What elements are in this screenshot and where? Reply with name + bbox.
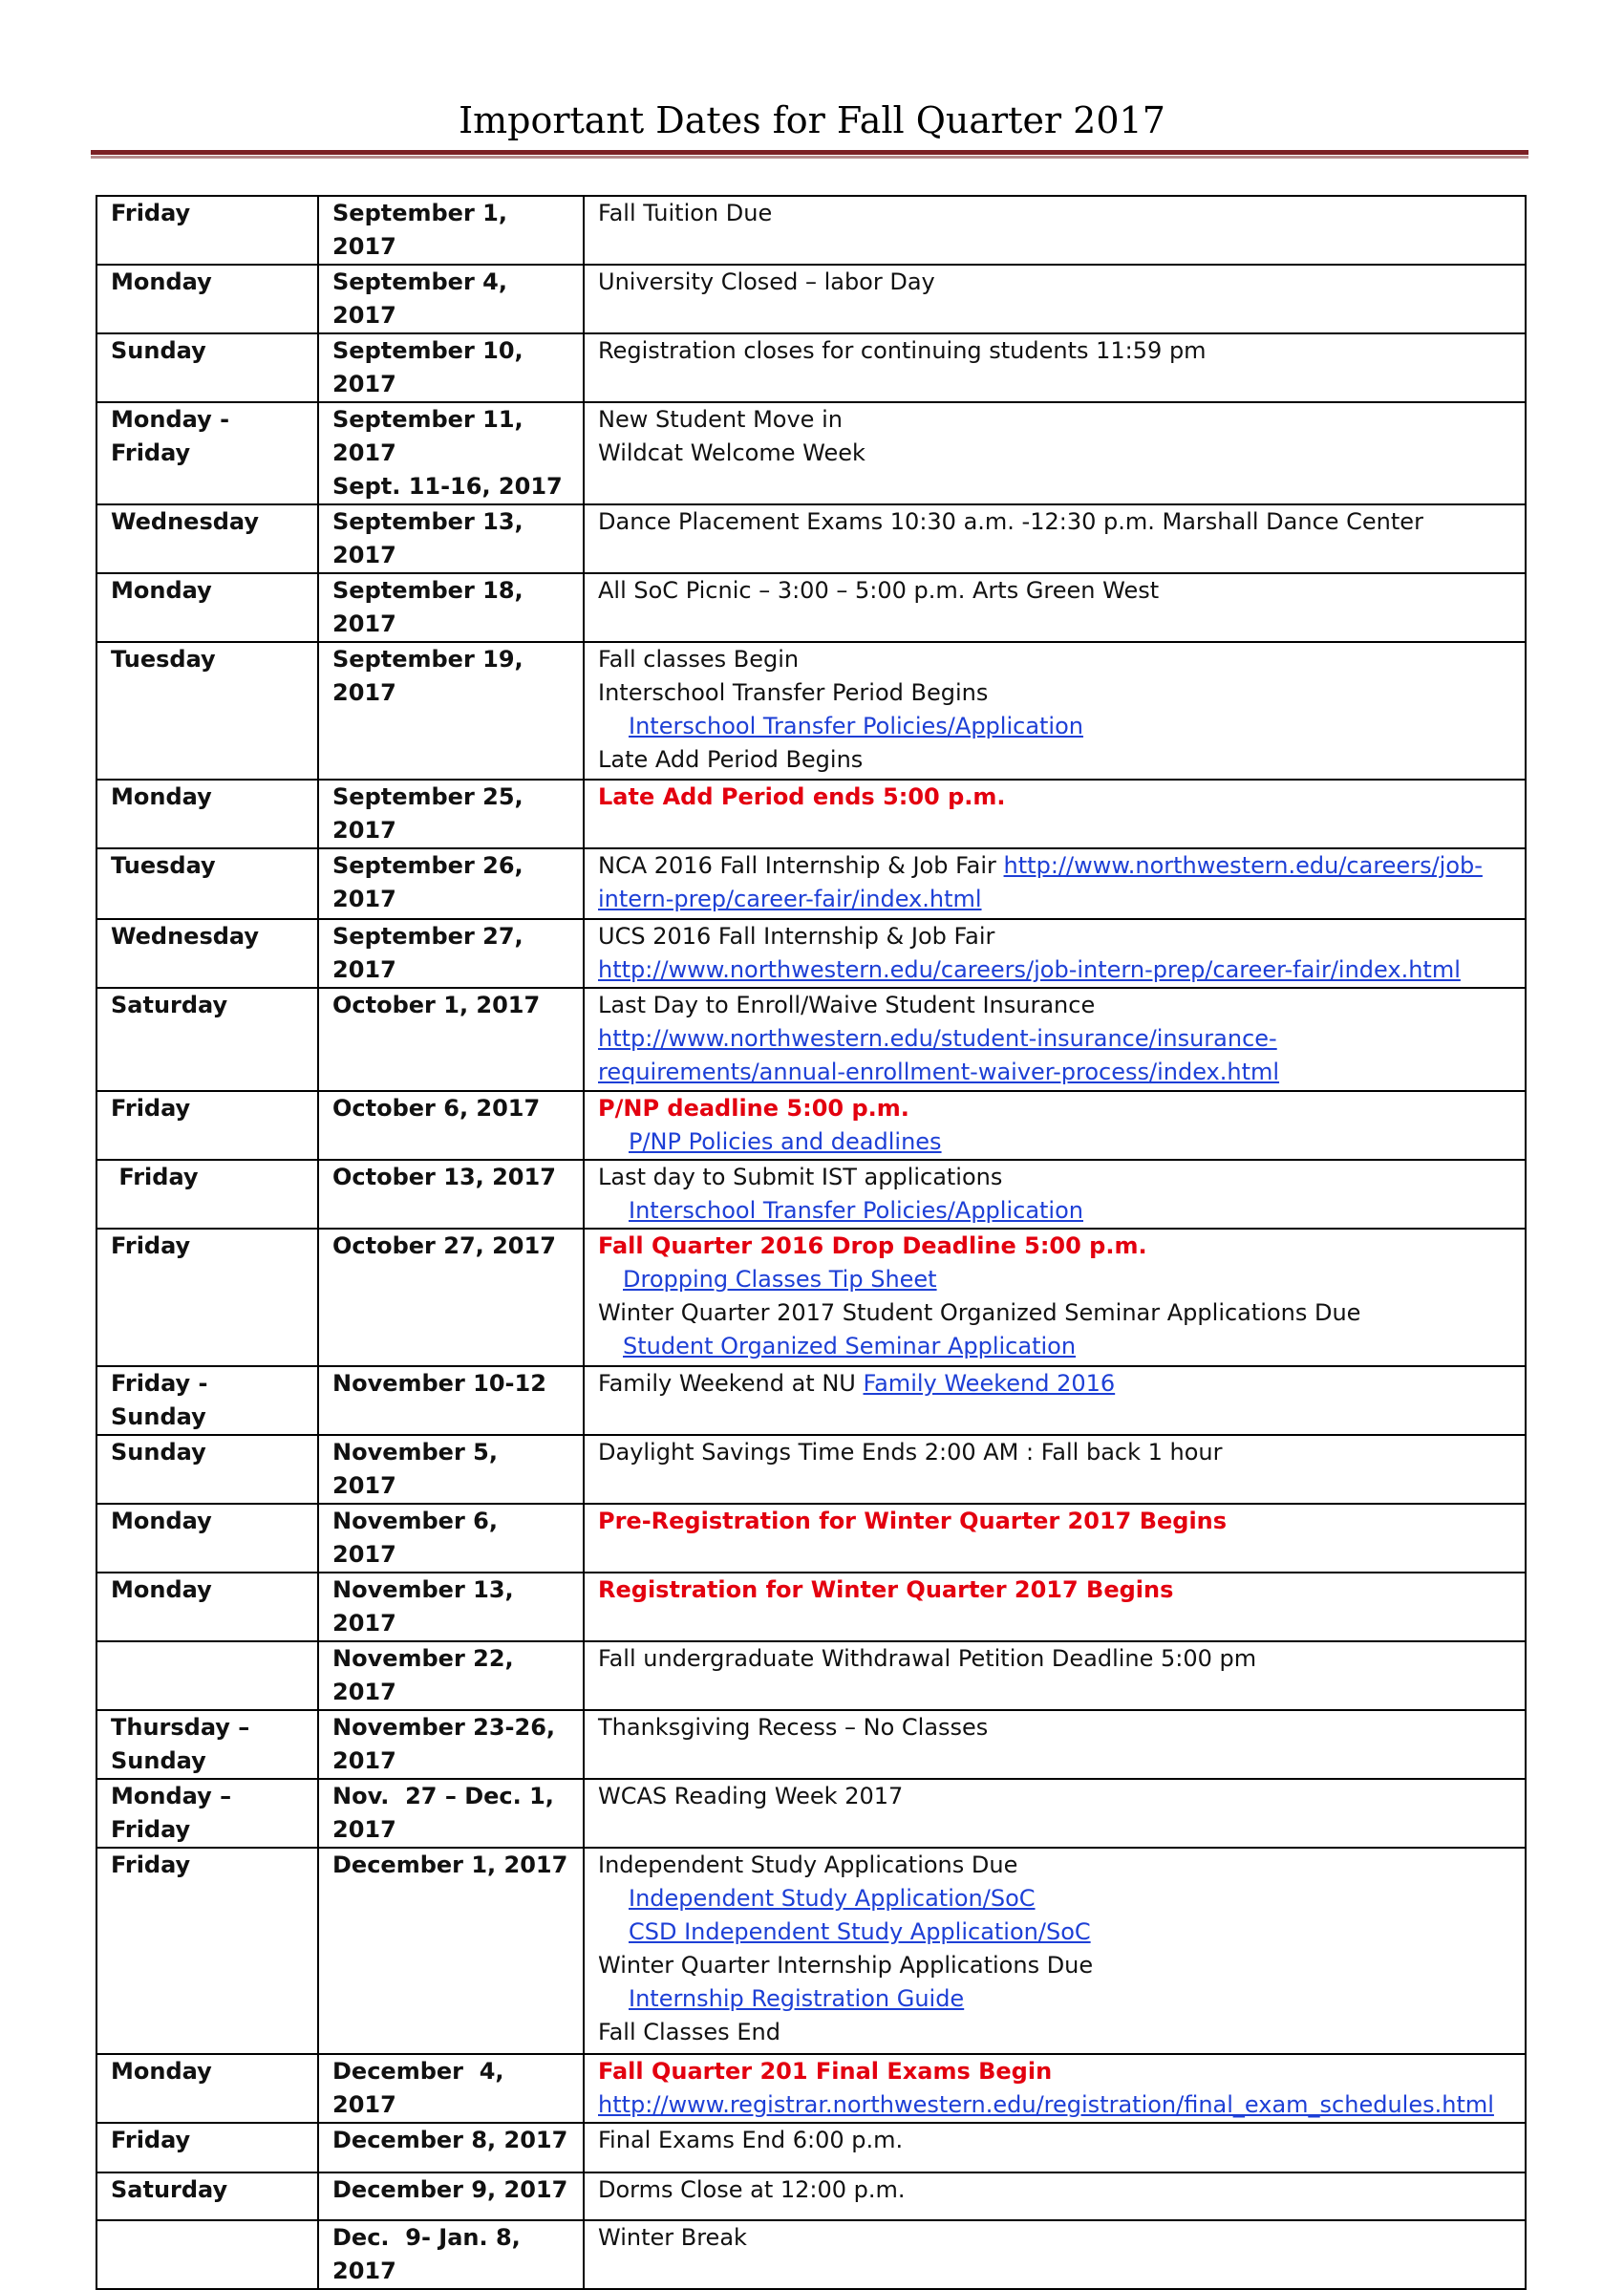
event-line [598,1161,1517,1194]
event-line [598,1573,1517,1607]
description-cell [584,2220,1526,2289]
event-line [598,1330,1517,1363]
event-line [598,1949,1517,1982]
event-line [598,1882,1517,1915]
day-cell: Friday [96,1848,318,2054]
event-text: Family Weekend at NU [598,1370,864,1397]
event-text: Dorms Close at 12:00 p.m. [598,2176,906,2203]
event-line [598,1194,1517,1228]
deadline-text: Pre-Registration for Winter Quarter 2017 Begins [598,1508,1228,1534]
date-cell: September 26, 2017 [318,848,584,919]
day-cell [96,1641,318,1710]
table-row [96,265,1526,333]
event-text: All SoC Picnic – 3:00 – 5:00 p.m. Arts Green West [598,577,1160,604]
description-cell [584,1779,1526,1848]
description-cell [584,333,1526,402]
event-line [598,1125,1517,1159]
event-text: WCAS Reading Week 2017 [598,1783,904,1809]
event-line [598,1982,1517,2016]
description-cell [584,1435,1526,1504]
date-cell: October 1, 2017 [318,988,584,1091]
event-line [598,403,1517,437]
table-row [96,1229,1526,1366]
description-cell [584,988,1526,1091]
description-cell [584,2054,1526,2123]
day-cell: Monday [96,1573,318,1641]
day-cell: Tuesday [96,848,318,919]
table-row [96,1573,1526,1641]
title-rule-shadow [91,156,1528,159]
event-text: Final Exams End 6:00 p.m. [598,2127,904,2153]
table-row [96,402,1526,504]
description-cell [584,1366,1526,1435]
event-text: Dance Placement Exams 10:30 a.m. -12:30 p.m. Marshall Dance Center [598,508,1423,535]
table-row [96,1160,1526,1229]
event-link[interactable]: Independent Study Application/SoC [629,1885,1036,1912]
table-row [96,2172,1526,2220]
event-line [598,266,1517,299]
event-text: Independent Study Applications Due [598,1851,1018,1878]
event-text: Last Day to Enroll/Waive Student Insurance [598,992,1096,1018]
date-cell: October 6, 2017 [318,1091,584,1160]
day-cell: Friday [96,1229,318,1366]
table-row [96,1710,1526,1779]
date-cell: November 10-12 [318,1366,584,1435]
description-cell [584,642,1526,780]
day-cell: Sunday [96,333,318,402]
event-line [598,2055,1517,2088]
important-dates-table [96,195,1527,2290]
description-cell [584,402,1526,504]
day-cell: Saturday [96,2172,318,2220]
description-cell [584,1848,1526,2054]
description-cell [584,1091,1526,1160]
event-line [598,2016,1517,2049]
day-cell: Monday [96,1504,318,1573]
day-cell: Friday - Sunday [96,1366,318,1435]
description-cell [584,780,1526,848]
day-cell: Monday - Friday [96,402,318,504]
event-link[interactable]: Student Organized Seminar Application [623,1333,1077,1359]
event-text: New Student Move in [598,406,843,433]
date-cell: November 13, 2017 [318,1573,584,1641]
event-line [598,574,1517,608]
day-cell: Tuesday [96,642,318,780]
description-cell [584,196,1526,265]
event-line [598,643,1517,676]
event-link[interactable]: Interschool Transfer Policies/Application [629,713,1083,739]
description-cell [584,1160,1526,1229]
event-link[interactable]: Interschool Transfer Policies/Application [629,1197,1083,1224]
table-row [96,988,1526,1091]
description-cell [584,504,1526,573]
date-cell: September 19, 2017 [318,642,584,780]
date-cell: November 6, 2017 [318,1504,584,1573]
date-cell: September 1, 2017 [318,196,584,265]
table-row [96,848,1526,919]
event-line [598,1092,1517,1125]
date-cell: November 5, 2017 [318,1435,584,1504]
day-cell: Friday [96,1091,318,1160]
event-text: Fall Classes End [598,2019,780,2045]
date-cell: September 4, 2017 [318,265,584,333]
table-row [96,1504,1526,1573]
day-cell: Monday [96,265,318,333]
event-text: Late Add Period Begins [598,746,864,773]
table-row [96,333,1526,402]
day-cell: Thursday – Sunday [96,1710,318,1779]
event-line [598,1642,1517,1676]
day-cell [96,2220,318,2289]
event-text: Registration closes for continuing students 11:59 pm [598,337,1207,364]
date-cell: December 1, 2017 [318,1848,584,2054]
day-cell: Sunday [96,1435,318,1504]
event-line [598,2124,1517,2157]
date-cell: October 27, 2017 [318,1229,584,1366]
deadline-text: Fall Quarter 2016 Drop Deadline 5:00 p.m. [598,1232,1147,1259]
event-text: University Closed – labor Day [598,268,935,295]
event-text: Wildcat Welcome Week [598,439,865,466]
event-line [598,1367,1517,1401]
description-cell [584,1504,1526,1573]
event-text: Winter Quarter Internship Applications Due [598,1952,1094,1979]
day-cell: Wednesday [96,504,318,573]
event-link[interactable]: CSD Independent Study Application/SoC [629,1918,1091,1945]
table-row [96,1641,1526,1710]
event-line [598,1436,1517,1469]
date-cell: September 13, 2017 [318,504,584,573]
table-row [96,1435,1526,1504]
event-text: Winter Quarter 2017 Student Organized Seminar Applications Due [598,1299,1361,1326]
day-cell: Monday [96,780,318,848]
day-cell: Friday [96,1160,318,1229]
event-link[interactable]: http://www.northwestern.edu/careers/job-intern-prep/career-fair/index.html [598,852,1483,912]
deadline-text: Fall Quarter 201 Final Exams Begin [598,2058,1053,2085]
date-cell: Nov. 27 – Dec. 1, 2017 [318,1779,584,1848]
event-line [598,989,1517,1022]
day-cell: Friday [96,2123,318,2172]
description-cell [584,919,1526,988]
event-link[interactable]: http://www.registrar.northwestern.edu/registration/final_exam_schedules.html [598,2091,1494,2118]
event-text: Fall undergraduate Withdrawal Petition Deadline 5:00 pm [598,1645,1257,1672]
date-cell: September 10, 2017 [318,333,584,402]
date-cell: November 23-26, 2017 [318,1710,584,1779]
event-text: Fall classes Begin [598,646,800,673]
event-line [598,1780,1517,1813]
table-row [96,504,1526,573]
table-row [96,919,1526,988]
day-cell: Monday [96,573,318,642]
event-text: Fall Tuition Due [598,200,773,226]
table-row [96,2123,1526,2172]
event-text: UCS 2016 Fall Internship & Job Fair [598,923,995,950]
deadline-text: P/NP deadline 5:00 p.m. [598,1095,909,1122]
event-line [598,1915,1517,1949]
day-cell: Friday [96,196,318,265]
event-line [598,743,1517,777]
event-text: Interschool Transfer Period Begins [598,679,989,706]
deadline-text: Registration for Winter Quarter 2017 Begins [598,1576,1174,1603]
event-line [598,676,1517,710]
event-line [598,920,1517,953]
description-cell [584,573,1526,642]
title-rule [91,150,1528,155]
table-row [96,780,1526,848]
event-link[interactable]: http://www.northwestern.edu/student-insurance/insurance-requirements/annual-enrollment-waiver-process/index.html [598,1025,1280,1085]
date-cell: December 9, 2017 [318,2172,584,2220]
event-line [598,953,1517,987]
event-line [598,1230,1517,1263]
day-cell: Monday [96,2054,318,2123]
event-text: Thanksgiving Recess – No Classes [598,1714,989,1741]
event-line [598,1849,1517,1882]
day-cell: Wednesday [96,919,318,988]
description-cell [584,2123,1526,2172]
event-line [598,197,1517,230]
date-cell: Dec. 9- Jan. 8, 2017 [318,2220,584,2289]
day-cell: Saturday [96,988,318,1091]
event-line [598,1296,1517,1330]
date-cell: September 18, 2017 [318,573,584,642]
description-cell [584,848,1526,919]
description-cell [584,2172,1526,2220]
table-row [96,1091,1526,1160]
day-cell: Monday – Friday [96,1779,318,1848]
event-line [598,2173,1517,2207]
event-line [598,849,1517,916]
deadline-text: Late Add Period ends 5:00 p.m. [598,783,1006,810]
date-cell: November 22, 2017 [318,1641,584,1710]
event-line [598,2088,1517,2122]
event-text: Last day to Submit IST applications [598,1164,1003,1190]
event-link[interactable]: Family Weekend 2016 [863,1370,1116,1397]
event-link[interactable]: Dropping Classes Tip Sheet [623,1266,937,1293]
event-line [598,1711,1517,1744]
table-row [96,1848,1526,2054]
date-cell: September 25, 2017 [318,780,584,848]
event-line [598,781,1517,814]
table-row [96,573,1526,642]
dates-table-body [96,196,1526,2289]
event-link[interactable]: P/NP Policies and deadlines [629,1128,942,1155]
description-cell [584,1710,1526,1779]
event-line [598,505,1517,539]
table-row [96,1366,1526,1435]
table-row [96,196,1526,265]
event-text: Winter Break [598,2224,747,2251]
date-cell: December 4, 2017 [318,2054,584,2123]
event-line [598,1022,1517,1089]
table-row [96,2054,1526,2123]
description-cell [584,265,1526,333]
event-line [598,1505,1517,1538]
table-row [96,1779,1526,1848]
description-cell [584,1641,1526,1710]
event-line [598,437,1517,470]
event-line [598,334,1517,368]
description-cell [584,1229,1526,1366]
description-cell [584,1573,1526,1641]
date-cell: October 13, 2017 [318,1160,584,1229]
event-text: NCA 2016 Fall Internship & Job Fair [598,852,1004,879]
table-row [96,642,1526,780]
event-line [598,710,1517,743]
event-link[interactable]: http://www.northwestern.edu/careers/job-intern-prep/career-fair/index.html [598,956,1461,983]
table-row [96,2220,1526,2289]
date-cell: December 8, 2017 [318,2123,584,2172]
page-title: Important Dates for Fall Quarter 2017 [459,99,1165,141]
event-text: Daylight Savings Time Ends 2:00 AM : Fall back 1 hour [598,1439,1223,1466]
event-line [598,2221,1517,2255]
date-cell: September 11, 2017 Sept. 11-16, 2017 [318,402,584,504]
event-line [598,1263,1517,1296]
event-link[interactable]: Internship Registration Guide [629,1985,965,2012]
date-cell: September 27, 2017 [318,919,584,988]
